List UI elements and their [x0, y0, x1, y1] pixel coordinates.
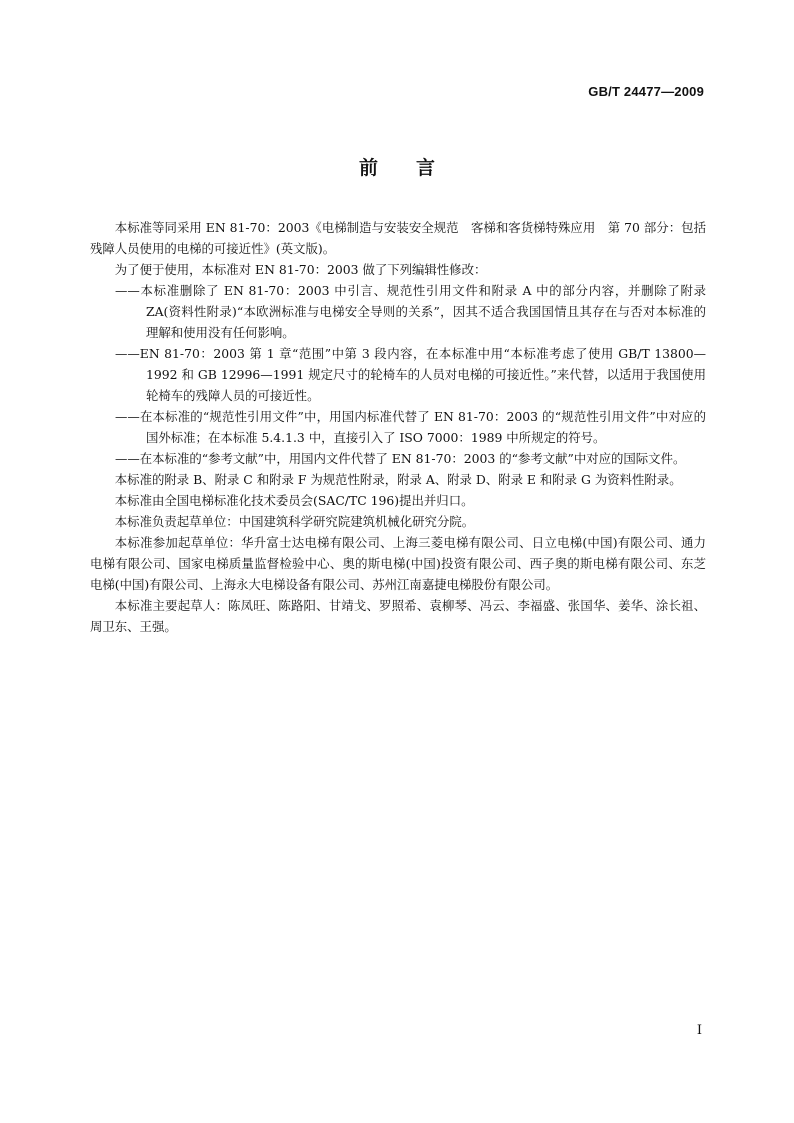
change-item: ——本标准删除了 EN 81-70：2003 中引言、规范性引用文件和附录 A 中的部分内容，并删除了附录 ZA(资料性附录)“本欧洲标准与电梯安全导则的关系”，因其不适合我国国情且其存在与否对本标准的理解和使用没有任何影响。 [115, 283, 706, 340]
change-item: ——在本标准的“参考文献”中，用国内文件代替了 EN 81-70：2003 的“参考文献”中对应的国际文件。 [115, 451, 686, 466]
change-item: ——在本标准的“规范性引用文件”中，用国内标准代替了 EN 81-70：2003 的“规范性引用文件”中对应的国外标准；在本标准 5.4.1.3 中，直接引入了 ISO 7000：1989 中所规定的符号。 [115, 409, 706, 445]
paragraph-adoption: 本标准等同采用 EN 81-70：2003《电梯制造与安装安全规范 客梯和客货梯特殊应用 第 70 部分：包括残障人员使用的电梯的可接近性》(英文版)。 [90, 220, 706, 256]
paragraph-participating-units: 本标准参加起草单位：华升富士达电梯有限公司、上海三菱电梯有限公司、日立电梯(中国)有限公司、通力电梯有限公司、国家电梯质量监督检验中心、奥的斯电梯(中国)投资有限公司、西子奥的斯电梯有限公司、东芝电梯(中国)有限公司、上海永大电梯设备有限公司、苏州江南嘉捷电梯股份有限公司。 [90, 535, 706, 592]
preface-body [90, 217, 706, 637]
paragraph-annexes: 本标准的附录 B、附录 C 和附录 F 为规范性附录，附录 A、附录 D、附录 E 和附录 G 为资料性附录。 [114, 472, 682, 487]
paragraph-drafters: 本标准主要起草人：陈凤旺、陈路阳、甘靖戈、罗照希、袁柳琴、冯云、李福盛、张国华、姜华、涂长祖、周卫东、王强。 [90, 598, 706, 634]
paragraph-edit-intro: 为了便于使用，本标准对 EN 81-70：2003 做了下列编辑性修改： [114, 262, 487, 277]
page-number: Ⅰ [696, 1023, 702, 1038]
standard-number: GB/T 24477—2009 [588, 84, 704, 99]
change-item: ——EN 81-70：2003 第 1 章“范围”中第 3 段内容，在本标准中用“本标准考虑了使用 GB/T 13800—1992 和 GB 12996—1991 规定尺寸的轮椅车的人员对电梯的可接近性。”来代替，以适用于我国使用轮椅车的残障人员的可接近性。 [115, 346, 706, 403]
page-title: 前言 [358, 157, 473, 179]
paragraph-responsible-unit: 本标准负责起草单位：中国建筑科学研究院建筑机械化研究分院。 [114, 514, 475, 529]
paragraph-proposer: 本标准由全国电梯标准化技术委员会(SAC/TC 196)提出并归口。 [114, 493, 474, 508]
